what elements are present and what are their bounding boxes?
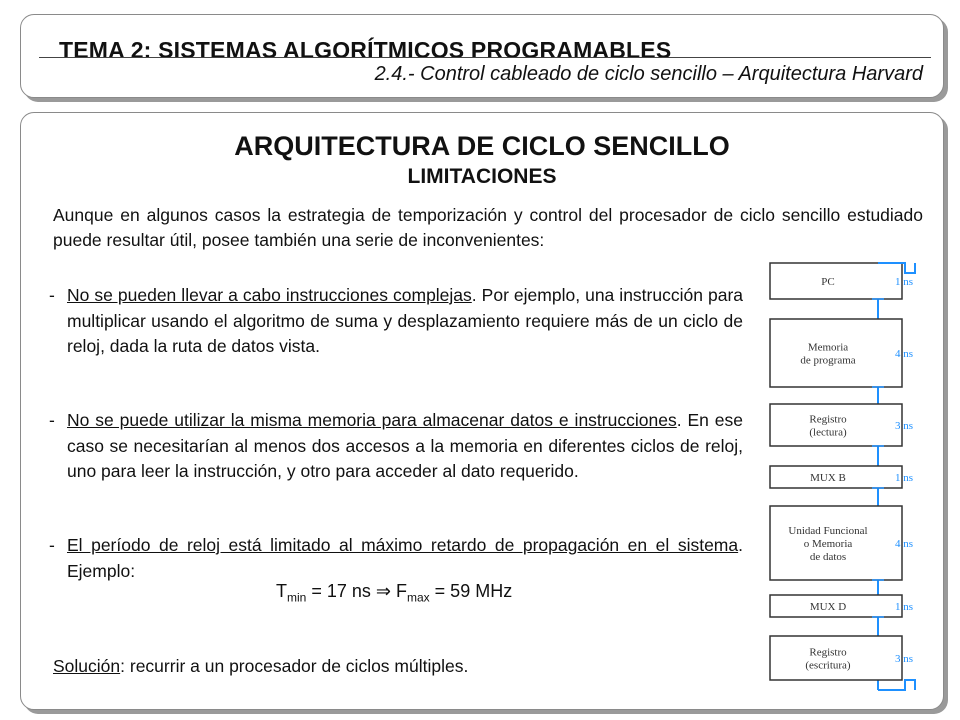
block-label: de datos	[809, 551, 847, 563]
slide-title: ARQUITECTURA DE CICLO SENCILLO	[234, 131, 730, 161]
block-label: (lectura)	[809, 426, 847, 439]
slide-subtitle: LIMITACIONES	[407, 165, 557, 188]
delay-label: 1 ns	[894, 601, 914, 613]
header-panel	[20, 14, 944, 98]
limitation-item-1	[49, 283, 743, 360]
item-text: . Por ejemplo, una instrucción para multiplicar usando el algoritmo de suma y desplazamiento requiere más de un ciclo de reloj, dada la ruta de datos vista.	[67, 285, 743, 356]
block-label: Unidad Funcional	[788, 525, 868, 537]
item-underlined: El período de reloj está limitado al máximo retardo de propagación en el sistema	[67, 535, 739, 555]
implies-arrow: ⇒	[375, 581, 391, 601]
header-divider	[39, 57, 931, 58]
item-text: . Ejemplo:	[67, 535, 743, 581]
intro-paragraph: Aunque en algunos casos la estrategia de temporización y control del procesador de ciclo sencillo estudiado puede resultar útil, posee también una serie de inconvenientes:	[53, 205, 923, 250]
timing-formula: $T_{min} = 17$ ns ⇒ $F_{max} = 59$ MHz	[276, 581, 513, 605]
item-dash: -	[49, 285, 55, 305]
solution-line	[53, 656, 468, 677]
solution-text: : recurrir a un procesador de ciclos múltiples.	[120, 656, 469, 676]
delay-label: 4 ns	[894, 348, 914, 360]
header-title: TEMA 2: SISTEMAS ALGORÍTMICOS PROGRAMABLES	[59, 37, 672, 63]
header-subtitle: 2.4.- Control cableado de ciclo sencillo – Arquitectura Harvard	[374, 63, 923, 85]
datapath-block	[770, 263, 902, 299]
block-label: de programa	[800, 354, 856, 367]
clock-edge-bottom	[878, 680, 915, 690]
block-label: Registro	[809, 646, 847, 659]
delay-label: 4 ns	[894, 538, 914, 550]
block-label: (escritura)	[805, 659, 851, 672]
datapath-delay-diagram	[760, 255, 950, 705]
delay-label: 3 ns	[894, 653, 914, 665]
block-label: PC	[821, 276, 835, 288]
block-label: Memoria	[807, 341, 849, 354]
item-dash: -	[49, 535, 55, 555]
block-label: MUX B	[810, 472, 846, 484]
block-label: MUX D	[809, 601, 847, 613]
item-text: . En ese caso se necesitarían al menos dos accesos a la memoria en diferentes ciclos de reloj, uno para leer la instrucción, y otro para acceder al dato requerido.	[67, 410, 744, 481]
item-underlined: No se puede utilizar la misma memoria para almacenar datos e instrucciones	[67, 410, 677, 430]
delay-label: 1 ns	[894, 472, 914, 484]
delay-label: 3 ns	[894, 420, 914, 432]
block-label: o Memoria	[803, 538, 853, 550]
item-dash: -	[49, 410, 55, 430]
delay-label: 1 ns	[894, 276, 914, 288]
item-underlined: No se pueden llevar a cabo instrucciones complejas	[67, 285, 472, 305]
solution-label: Solución	[53, 656, 121, 676]
block-label: Registro	[809, 413, 847, 426]
limitation-item-2	[49, 408, 743, 485]
limitation-item-3	[49, 533, 743, 584]
